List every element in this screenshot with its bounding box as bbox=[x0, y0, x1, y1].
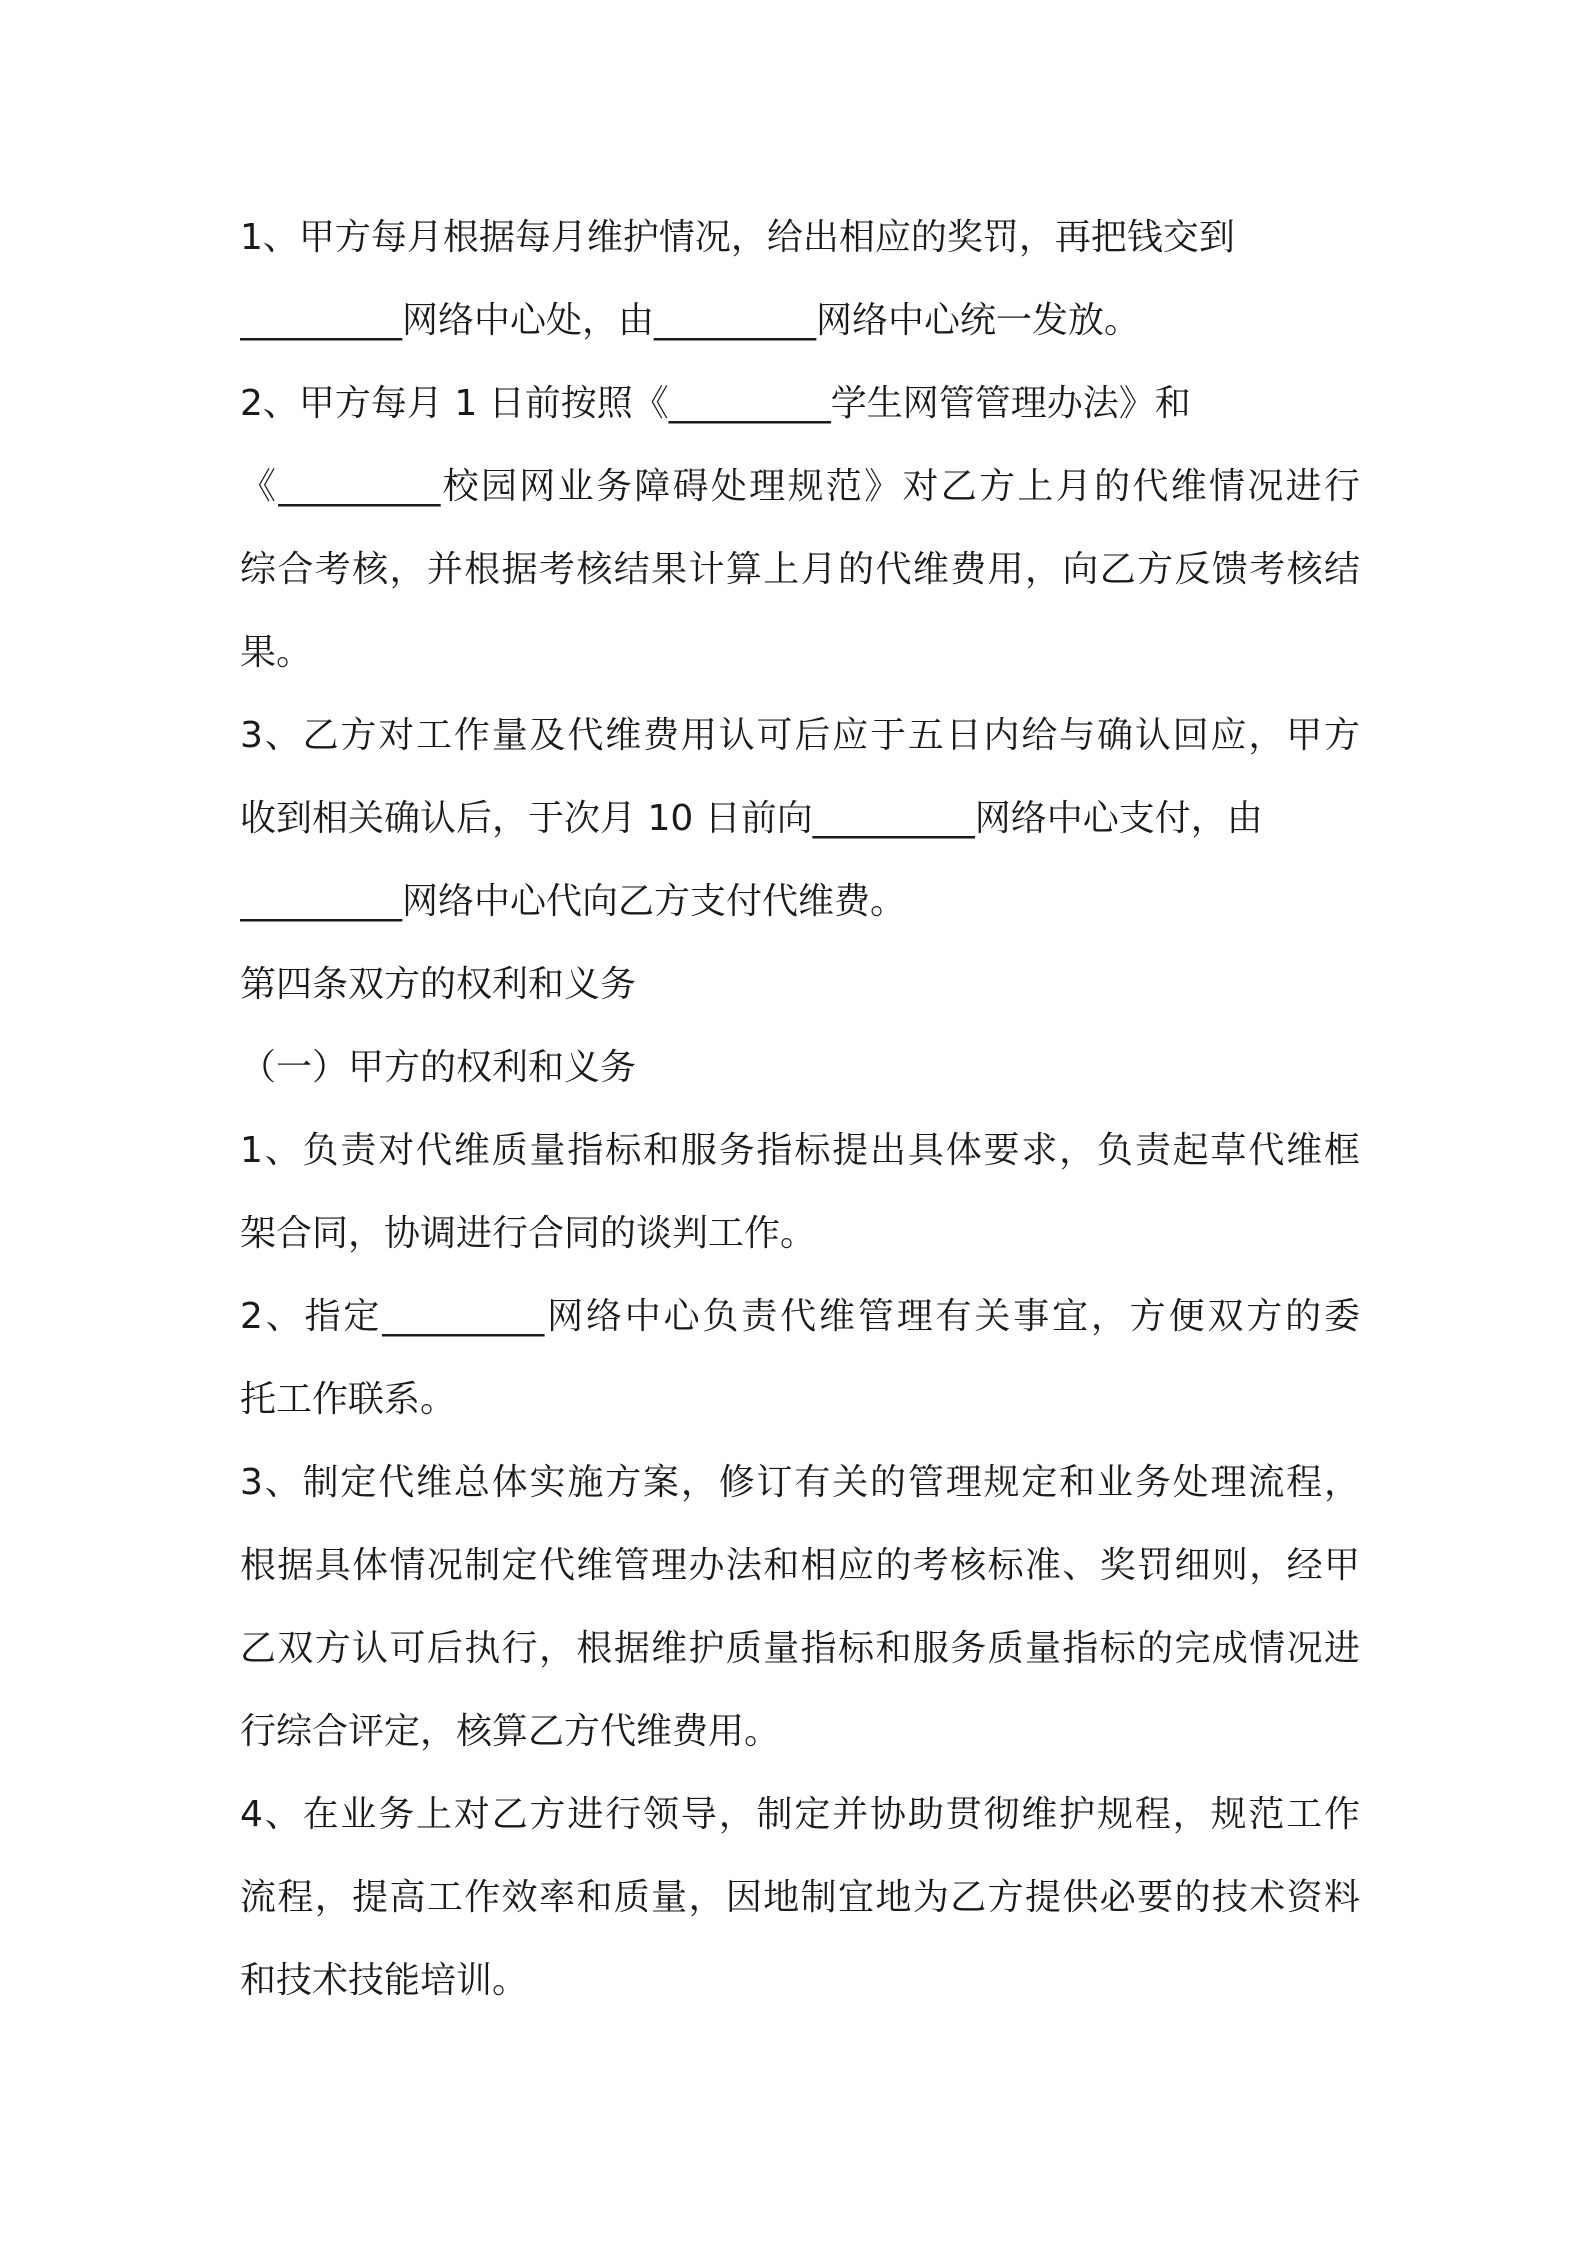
duty-3-line-3: 乙双方认可后执行，根据维护质量指标和服务质量指标的完成情况进 bbox=[240, 1628, 1360, 1669]
duty-2-line-1: 2、指定_________网络中心负责代维管理有关事宜，方便双方的委 bbox=[240, 1296, 1360, 1337]
clause-2-line-3: 综合考核，并根据考核结果计算上月的代维费用，向乙方反馈考核结 bbox=[240, 549, 1360, 590]
duty-4-line-1: 4、在业务上对乙方进行领导，制定并协助贯彻维护规程，规范工作 bbox=[240, 1794, 1360, 1835]
duty-1-line-1: 1、负责对代维质量指标和服务指标提出具体要求，负责起草代维框 bbox=[240, 1130, 1360, 1171]
article-4-heading: 第四条双方的权利和义务 bbox=[240, 964, 637, 1005]
document-body bbox=[240, 196, 1360, 2022]
clause-2-line-4: 果。 bbox=[240, 632, 313, 673]
clause-3-line-3: _________网络中心代向乙方支付代维费。 bbox=[240, 881, 907, 922]
clause-1-line-1: 1、甲方每月根据每月维护情况，给出相应的奖罚，再把钱交到 bbox=[240, 217, 1235, 258]
section-a-heading: （一）甲方的权利和义务 bbox=[240, 1047, 637, 1088]
duty-4-line-3: 和技术技能培训。 bbox=[240, 1960, 529, 2001]
duty-3-line-1: 3、制定代维总体实施方案，修订有关的管理规定和业务处理流程， bbox=[240, 1462, 1360, 1503]
clause-3-line-1: 3、乙方对工作量及代维费用认可后应于五日内给与确认回应，甲方 bbox=[240, 715, 1360, 756]
clause-2-line-1: 2、甲方每月 1 日前按照《_________学生网管管理办法》和 bbox=[240, 383, 1191, 424]
clause-3-line-2: 收到相关确认后，于次月 10 日前向_________网络中心支付，由 bbox=[240, 798, 1263, 839]
duty-4-line-2: 流程，提高工作效率和质量，因地制宜地为乙方提供必要的技术资料 bbox=[240, 1877, 1360, 1918]
duty-3-line-2: 根据具体情况制定代维管理办法和相应的考核标准、奖罚细则，经甲 bbox=[240, 1545, 1360, 1586]
duty-3-line-4: 行综合评定，核算乙方代维费用。 bbox=[240, 1711, 781, 1752]
duty-2-line-2: 托工作联系。 bbox=[240, 1379, 457, 1420]
duty-1-line-2: 架合同，协调进行合同的谈判工作。 bbox=[240, 1213, 817, 1254]
clause-1-line-2: _________网络中心处，由_________网络中心统一发放。 bbox=[240, 300, 1141, 341]
clause-2-line-2: 《_________校园网业务障碍处理规范》对乙方上月的代维情况进行 bbox=[240, 466, 1360, 507]
